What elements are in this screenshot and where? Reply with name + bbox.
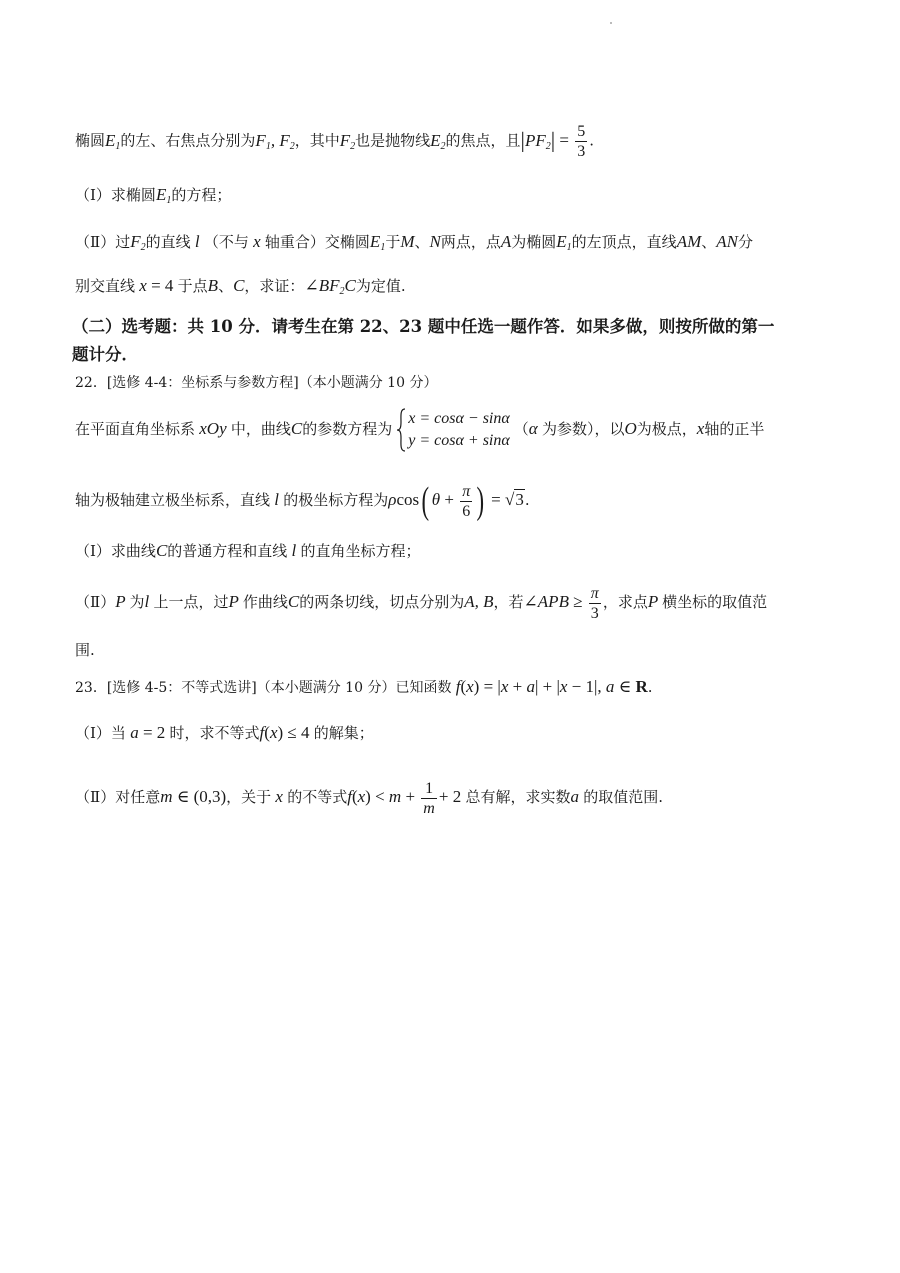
problem-21-intro-line xyxy=(75,122,594,161)
plus-sign: + xyxy=(440,490,459,509)
problem-22-title: 22．[选修 4-4：坐标系与参数方程]（本小题满分 10 分） xyxy=(75,375,438,391)
math-m: M xyxy=(400,232,415,251)
text: 为椭圆 xyxy=(511,233,557,251)
math-l: l xyxy=(270,490,284,509)
math-b: B xyxy=(207,276,219,295)
frac-den: 6 xyxy=(462,502,471,520)
math-eq-4: = 4 xyxy=(146,276,178,295)
frac-num: π xyxy=(590,584,599,602)
math-e2: $E_2$ xyxy=(430,130,446,152)
fraction-1-m xyxy=(421,779,437,818)
math-an: AN xyxy=(716,232,738,251)
problem-22-intro-line-2 xyxy=(75,478,530,522)
text: （Ⅰ）求椭圆 xyxy=(75,186,156,204)
math-f2: $F_2$ xyxy=(130,232,146,253)
text: 的直线 xyxy=(145,233,191,251)
math-ab: A, B xyxy=(464,592,494,611)
text: 别交直线 xyxy=(75,277,136,295)
problem-22-part-2-line-2: 围. xyxy=(75,641,95,659)
text: 横坐标的取值范 xyxy=(662,593,768,611)
math-a: a xyxy=(570,787,584,806)
math-a: a xyxy=(125,723,139,742)
text: 23．[选修 4-5：不等式选讲]（本小题满分 10 分）已知函数 xyxy=(75,680,452,696)
math-n: N xyxy=(429,232,441,251)
math-fx: f xyxy=(451,677,461,696)
math-rho: ρ xyxy=(388,490,397,509)
frac-den: 3 xyxy=(577,143,586,160)
text: 的极坐标方程为 xyxy=(283,491,389,509)
math-e1: $E_1$ xyxy=(105,130,121,152)
problem-21-part-2-line-2 xyxy=(75,276,406,302)
text: 分 xyxy=(737,233,753,251)
paren-close: ) xyxy=(476,480,485,522)
equals-sign: = xyxy=(486,490,505,509)
text: 上一点，过 xyxy=(153,593,229,611)
math-f1f2: $F_1$, $F_2$ xyxy=(255,130,295,152)
parametric-system xyxy=(396,408,510,452)
math-am: AM xyxy=(676,232,702,251)
text: 的两条切线，切点分别为 xyxy=(299,593,465,611)
text: （Ⅱ） xyxy=(75,593,116,611)
math-p: P xyxy=(647,592,663,611)
frac-num: π xyxy=(462,482,471,500)
problem-23-part-1 xyxy=(75,723,374,743)
text: 为 xyxy=(129,593,145,611)
text: 两点，点 xyxy=(440,233,501,251)
math-p: P xyxy=(115,592,130,611)
text: 的焦点，且 xyxy=(445,131,521,150)
text: ，其中 xyxy=(294,131,340,150)
left-brace-icon xyxy=(396,408,406,452)
problem-21-part-1 xyxy=(75,185,231,211)
problem-22-part-1 xyxy=(75,541,421,561)
text: 在平面直角坐标系 xyxy=(75,420,196,438)
text: 轴重合）交椭圆 xyxy=(264,233,370,251)
equals-sign: = xyxy=(555,130,574,150)
text: . xyxy=(524,491,530,509)
math-f2: $F_2$ xyxy=(339,130,356,152)
math-l: l xyxy=(190,232,204,251)
problem-23-title xyxy=(75,677,653,698)
math-xoy: xOy xyxy=(195,419,231,438)
math-a: A xyxy=(500,232,512,251)
sqrt-3: √3 xyxy=(504,490,524,509)
text: . xyxy=(589,131,594,150)
text: 为极点， xyxy=(636,420,697,438)
text: （Ⅰ）当 xyxy=(75,724,126,742)
text: ，若 xyxy=(493,593,524,611)
text: 的直角坐标方程； xyxy=(300,542,421,560)
math-p: P xyxy=(228,592,243,611)
text: ，求证： xyxy=(244,277,305,295)
text: 时，求不等式 xyxy=(169,724,260,742)
math-o: O xyxy=(624,419,637,438)
sqrt-radicand: 3 xyxy=(515,490,524,509)
math-l: l xyxy=(287,541,301,560)
text: 的方程； xyxy=(171,186,232,204)
text: 的解集； xyxy=(313,724,374,742)
text: ，关于 xyxy=(226,788,272,806)
math-c: C xyxy=(155,541,168,560)
text: 也是抛物线 xyxy=(355,131,431,150)
frac-num: 5 xyxy=(577,123,586,140)
math-plus-2: + 2 xyxy=(438,787,466,806)
math-m: m xyxy=(160,787,173,806)
math-e1: $E_1$ xyxy=(155,185,172,206)
problem-22-part-2-line-1 xyxy=(75,580,767,624)
math-l: l xyxy=(144,592,154,611)
math-fx: f xyxy=(259,723,265,742)
math-e1: $E_1$ xyxy=(556,232,572,253)
problem-22-intro-line-1 xyxy=(75,407,764,452)
fraction-pi-6 xyxy=(460,482,472,521)
problem-21-part-2-line-1 xyxy=(75,232,753,258)
text: 于 xyxy=(385,233,401,251)
math-c: C xyxy=(233,276,245,295)
text: 中，曲线 xyxy=(230,420,291,438)
angle-symbol: ∠ xyxy=(304,276,319,295)
abs-close: | xyxy=(550,127,556,153)
math-x: x xyxy=(248,232,265,251)
math-c: C xyxy=(287,592,300,611)
math-eq-2: = 2 xyxy=(138,723,170,742)
text: 总有解，求实数 xyxy=(465,788,571,806)
geq-sign: ≥ xyxy=(568,592,587,611)
corner-mark xyxy=(610,22,612,24)
angle-symbol: ∠ xyxy=(523,592,538,611)
text: 、 xyxy=(414,233,430,251)
math-paren-x: (x) = |x + a| + |x − 1|, a ∈ R xyxy=(460,677,648,696)
math-pf2: $PF_2$ xyxy=(524,130,551,152)
text: ，求点 xyxy=(602,593,648,611)
text: （Ⅰ）求曲线 xyxy=(75,542,156,560)
math-cos: cos xyxy=(396,490,420,509)
text: 于点 xyxy=(177,277,208,295)
system-row-1: x = cosα − sinα xyxy=(408,410,510,427)
abs-open: | xyxy=(520,127,525,153)
text: （ xyxy=(513,420,529,438)
text: 为定值. xyxy=(355,277,406,295)
text: 的参数方程为 xyxy=(302,420,393,438)
text: （Ⅱ）对任意 xyxy=(75,788,161,806)
section-optional-header-line-1: （二）选考题：共 10 分．请考生在第 22、23 题中任选一题作答．如果多做，则按所做的第一 xyxy=(72,317,775,336)
math-bf2c: $BF_2C$ xyxy=(318,276,356,297)
text: 的左顶点，直线 xyxy=(571,233,677,251)
fraction-5-3 xyxy=(575,122,587,161)
math-alpha: α xyxy=(528,419,542,438)
math-theta: θ xyxy=(431,490,441,509)
math-x-eq-4: x xyxy=(135,276,147,295)
text: 的左、右焦点分别为 xyxy=(120,131,256,150)
frac-den: m xyxy=(423,799,435,817)
math-e1: $E_1$ xyxy=(369,232,386,253)
math-c: C xyxy=(290,419,303,438)
fraction-pi-3 xyxy=(589,584,601,623)
text: 、 xyxy=(218,277,234,295)
text: 、 xyxy=(701,233,717,251)
math-apb: APB xyxy=(537,592,569,611)
frac-den: 3 xyxy=(590,604,599,622)
section-optional-header-line-2: 题计分． xyxy=(72,345,138,364)
paren-open: ( xyxy=(421,480,430,522)
text: （Ⅱ）过 xyxy=(75,233,131,251)
text: 的普通方程和直线 xyxy=(167,542,288,560)
text: 轴为极轴建立极坐标系，直线 xyxy=(75,491,271,509)
text: （不与 xyxy=(203,233,249,251)
math-fx: f xyxy=(347,787,352,806)
math-fx-lt: (x) < m + xyxy=(351,787,420,806)
math-x: x xyxy=(696,419,705,438)
system-row-2: y = cosα + sinα xyxy=(408,432,510,449)
text: 作曲线 xyxy=(242,593,288,611)
math-in-interval: ∈ (0,3) xyxy=(172,787,227,806)
text: 轴的正半 xyxy=(704,420,765,438)
frac-num: 1 xyxy=(421,779,437,799)
text: 椭圆 xyxy=(75,131,106,150)
text: 的不等式 xyxy=(287,788,348,806)
math-x: x xyxy=(271,787,288,806)
text: 的取值范围. xyxy=(583,788,663,806)
text: 为参数），以 xyxy=(541,420,625,438)
math-fx-le-4: (x) ≤ 4 xyxy=(264,723,314,742)
problem-23-part-2 xyxy=(75,775,663,819)
text: . xyxy=(647,678,653,696)
